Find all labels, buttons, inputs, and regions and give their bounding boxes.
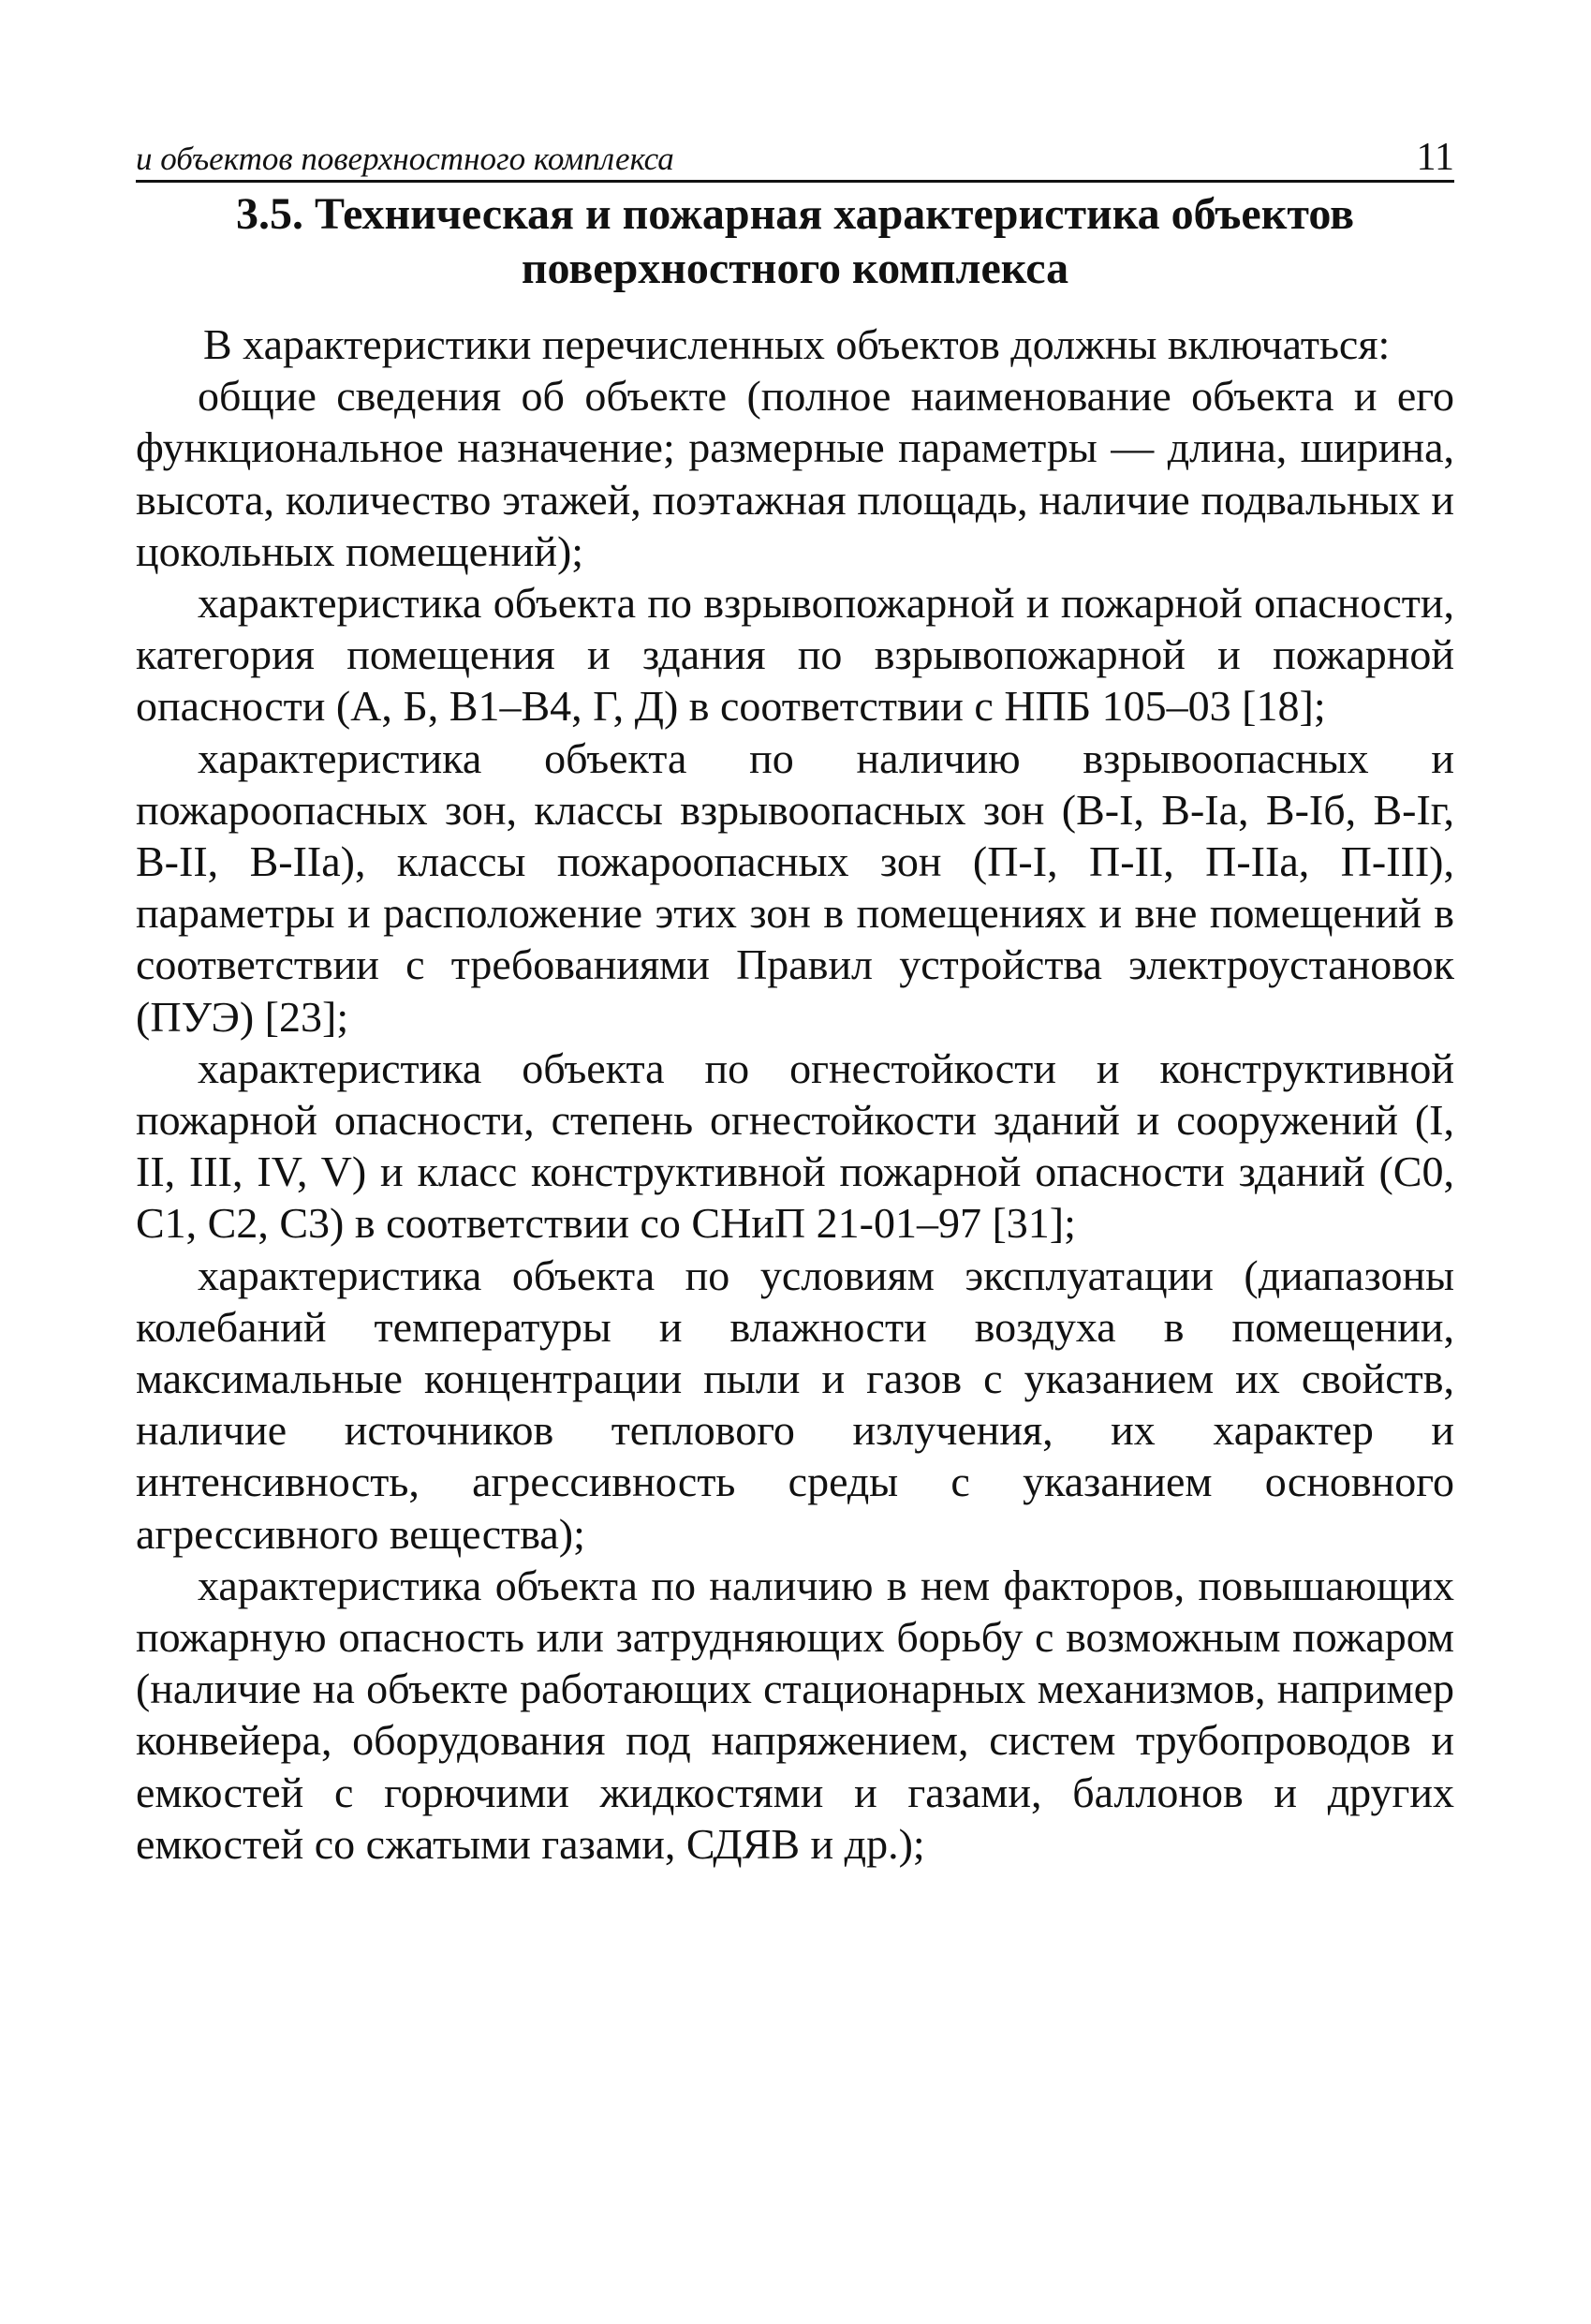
paragraph-fire-resistance: характеристика объекта по огнестойкости и конструктивной пожарной опасности, степень огнестойкости зданий и сооружений (I, II, III, IV, V) и класс конструктивной пожарной опасности зданий (С0, С1, С2, С3) в соответствии со СНиП 21-01–97 [31]; bbox=[136, 1044, 1454, 1248]
running-title: и объектов поверхностного комплекса bbox=[136, 141, 674, 177]
paragraph-operating-conditions: характеристика объекта по условиям эксплуатации (диапазоны колебаний температуры и влажности воздуха в помещении, максимальные концентрации пыли и газов с указанием их свойств, наличие источников теплового излучения, их характер и интенсивность, агрессивность среды с указанием основного агрессивного вещества); bbox=[136, 1251, 1454, 1558]
page-number: 11 bbox=[1416, 136, 1454, 179]
paragraph-general-info: общие сведения об объекте (полное наименование объекта и его функциональное назначение; размерные параметры — длина, ширина, высота, количество этажей, поэтажная площадь, наличие подвальных и цокольных помещений); bbox=[136, 372, 1454, 575]
section-title: 3.5. Техническая и пожарная характеристика объектов поверхностного комплекса bbox=[235, 189, 1355, 293]
paragraph-hazard-factors: характеристика объекта по наличию в нем факторов, повышающих пожарную опасность или затрудняющих борьбу с возможным пожаром (наличие на объекте работающих стационарных механизмов, например конвейера, оборудования под напряжением, систем трубопроводов и емкостей с горючими жидкостями и газами, баллонов и других емкостей со сжатыми газами, СДЯВ и др.); bbox=[136, 1561, 1454, 1868]
running-header bbox=[136, 131, 1454, 183]
paragraph-hazardous-zones: характеристика объекта по наличию взрывоопасных и пожароопасных зон, классы взрывоопасных зон (В-I, В-Iа, В-Iб, В-Iг, В-II, В-IIа), классы пожароопасных зон (П-I, П-II, П-IIа, П-III), параметры и расположение этих зон в помещениях и вне помещений в соответствии с требованиями Правил устройства электроустановок (ПУЭ) [23]; bbox=[136, 733, 1454, 1041]
paragraph-intro: В характеристики перечисленных объектов должны включаться: bbox=[203, 320, 1391, 368]
paragraph-fire-hazard-category: характеристика объекта по взрывопожарной и пожарной опасности, категория помещения и здания по взрывопожарной и пожарной опасности (А, Б, В1–В4, Г, Д) в соответствии с НПБ 105–03 [18]; bbox=[136, 579, 1454, 731]
body-text bbox=[136, 318, 1454, 1870]
